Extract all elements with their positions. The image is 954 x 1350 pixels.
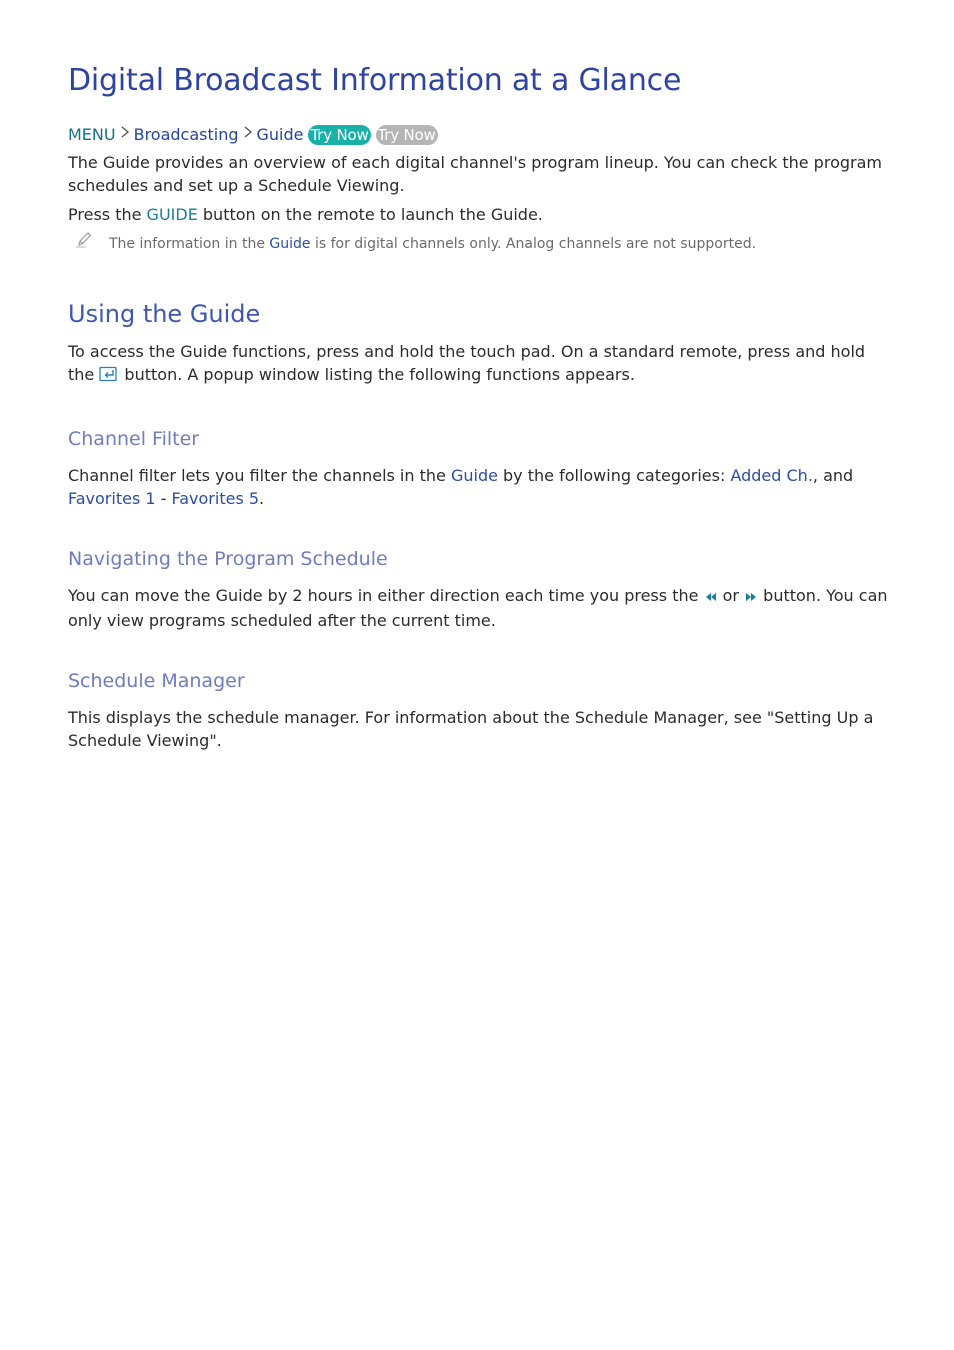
keyword-guide: Guide [450,466,498,485]
note [68,234,888,254]
enter-icon [99,365,119,388]
page-content [68,60,888,752]
text-segment: The information in the [109,236,270,252]
guide-key-paragraph [68,203,888,226]
try-now-button-secondary[interactable]: Try Now [377,126,436,144]
using-guide-paragraph [68,340,888,388]
keyword-added-ch: Added Ch. [730,466,813,485]
schedule-manager-paragraph: This displays the schedule manager. For information about the Schedule Manager, see "Setting Up a Schedule Viewing". [68,708,874,750]
text-segment: button. A popup window listing the following functions appears. [119,365,635,384]
subsection-heading-channel-filter: Channel Filter [68,428,200,450]
text-segment: button. You can only view programs scheduled after the current time. [68,586,888,630]
note-keyword: Guide [269,236,311,252]
text-segment: , and [812,466,854,485]
subsection-heading-navigating: Navigating the Program Schedule [68,548,388,570]
text-segment: . [259,489,265,508]
text-segment: You can move the Guide by 2 hours in either direction each time you press the [68,586,704,605]
page-title: Digital Broadcast Information at a Glance [68,63,682,98]
navigating-paragraph [68,584,888,632]
text-segment: by the following categories: [497,466,731,485]
keyword-favorites-1: Favorites 1 [68,489,156,508]
text-segment: Press the [68,205,147,224]
subsection-heading-schedule-manager: Schedule Manager [68,670,245,692]
breadcrumb-guide[interactable]: Guide [256,125,304,144]
text-segment: - [155,489,172,508]
rewind-icon [704,586,718,609]
text-segment: or [717,586,745,605]
channel-filter-paragraph [68,464,888,510]
breadcrumb-broadcasting[interactable]: Broadcasting [133,125,239,144]
breadcrumb-menu[interactable]: MENU [68,125,116,144]
section-heading-using-guide: Using the Guide [68,300,261,328]
pencil-icon [73,228,95,250]
keyword-favorites-5: Favorites 5 [171,489,260,508]
text-segment: button on the remote to launch the Guide. [197,205,543,224]
try-now-button[interactable]: Try Now [310,126,369,144]
chevron-right-icon [241,124,255,146]
fast-forward-icon [744,586,758,609]
chevron-right-icon [118,124,132,146]
intro-paragraph: The Guide provides an overview of each digital channel's program lineup. You can check the program schedules and set up a Schedule Viewing. [68,153,882,195]
breadcrumb [68,124,888,146]
text-segment: To access the Guide functions, press and hold the touch pad. On a standard remote, press and hold the [68,342,866,384]
text-segment: is for digital channels only. Analog channels are not supported. [310,236,757,252]
guide-key-label: GUIDE [146,205,198,224]
text-segment: Channel filter lets you filter the channels in the [68,466,451,485]
